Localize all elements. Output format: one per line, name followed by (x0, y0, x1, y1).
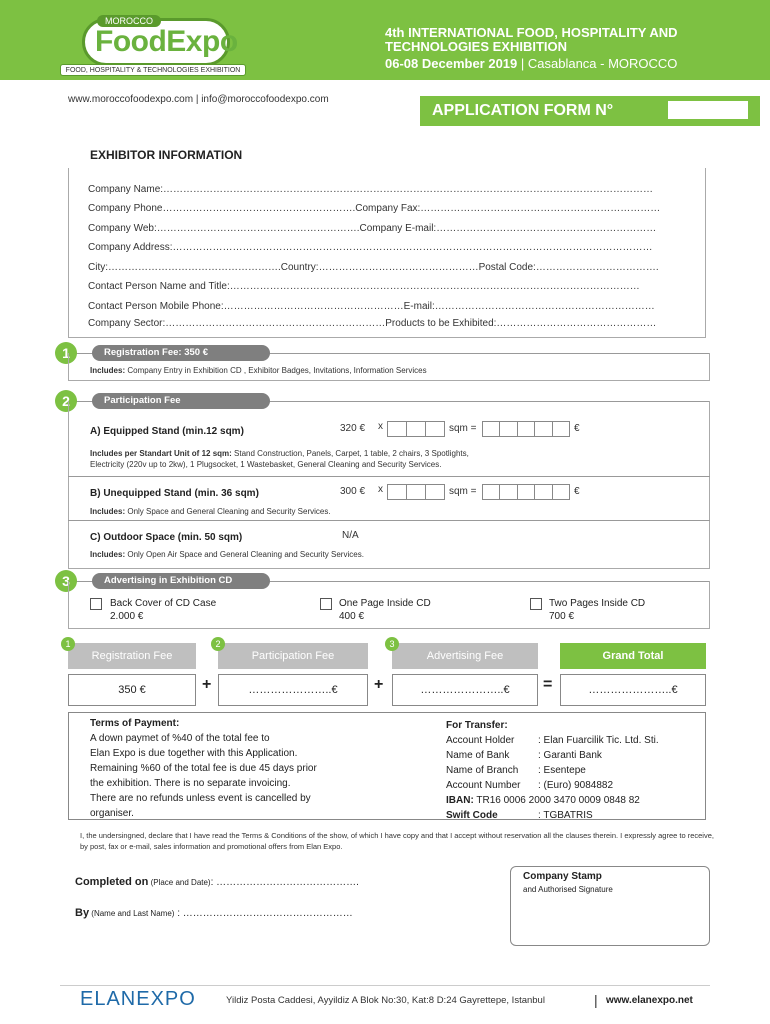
euro-sign: € (574, 486, 580, 497)
transfer-row (446, 763, 659, 778)
transfer-title: For Transfer: (446, 720, 508, 731)
advertising-pill: Advertising in Exhibition CD (92, 573, 270, 589)
foodexpo-logo (60, 18, 246, 76)
form-title-text: APPLICATION FORM N° (432, 102, 614, 119)
plus-sign-1: + (202, 676, 212, 693)
terms-line: organiser. (90, 808, 134, 819)
option-price: 400 € (339, 611, 365, 622)
outdoor-space-price: N/A (342, 530, 359, 541)
stamp-subtitle: and Authorised Signature (523, 885, 613, 894)
by-label: By (75, 907, 90, 919)
grand-total-value[interactable]: …………………..€ (560, 674, 706, 706)
event-title-line2: TECHNOLOGIES EXHIBITION (385, 39, 568, 54)
outdoor-space-label: C) Outdoor Space (min. 50 sqm) (90, 532, 243, 543)
transfer-key: Name of Bank (446, 750, 510, 761)
participation-fee-value[interactable]: …………………..€ (218, 674, 368, 706)
transfer-value: : Esentepe (538, 765, 586, 776)
divider-b (68, 520, 710, 521)
logo-subtitle: FOOD, HOSPITALITY & TECHNOLOGIES EXHIBITION (60, 64, 246, 76)
advertising-fee-header: Advertising Fee (392, 643, 538, 669)
participation-fee-header: Participation Fee (218, 643, 368, 669)
company-phone-fax-field[interactable]: Company Phone………………………………………………….Company Fax:……………………………………………………………… (88, 203, 661, 214)
registration-fee-pill: Registration Fee: 350 € (92, 345, 270, 361)
form-number-input[interactable] (668, 101, 748, 119)
footer-website[interactable]: www.elanexpo.net (606, 995, 693, 1006)
company-web-email-field[interactable]: Company Web:…………………………………………………….Company E-mail:………………………………………………………… (88, 223, 657, 234)
includes-label: Includes: (90, 366, 126, 375)
divider-a (68, 476, 710, 477)
terms-line: the exhibition. There is no separate invoicing. (90, 778, 291, 789)
company-address-field[interactable]: Company Address:……………………………………………………………………………………………………………………………… (88, 242, 653, 253)
website-contact: www.moroccofoodexpo.com | info@moroccofoodexpo.com (68, 94, 329, 105)
back-cover-checkbox[interactable] (90, 598, 102, 610)
plus-sign-2: + (374, 676, 384, 693)
sqm-equals: sqm = (449, 486, 477, 497)
registration-fee-value: 350 € (68, 674, 196, 706)
option-name: Two Pages Inside CD (549, 598, 646, 609)
option-name: One Page Inside CD (339, 598, 431, 609)
footer-separator: | (594, 992, 598, 1008)
equipped-sqm-input[interactable] (387, 421, 445, 437)
location: | Casablanca - MOROCCO (517, 56, 678, 71)
unequipped-stand-label: B) Unequipped Stand (min. 36 sqm) (90, 488, 259, 499)
contact-mobile-email-field[interactable]: Contact Person Mobile Phone:………………………………………………E-mail:………………………………………………………… (88, 301, 655, 312)
registration-fee-header: Registration Fee (68, 643, 196, 669)
one-page-checkbox[interactable] (320, 598, 332, 610)
option-price: 2.000 € (110, 611, 144, 622)
includes-text: Stand Construction, Panels, Carpet, 1 table, 2 chairs, 3 Spotlights, (231, 449, 469, 458)
application-form-title (420, 96, 760, 126)
event-title-line1: 4th INTERNATIONAL FOOD, HOSPITALITY AND (385, 25, 678, 40)
transfer-value: : (Euro) 9084882 (538, 780, 614, 791)
total-number-3: 3 (385, 637, 399, 651)
multiply-sign: x (378, 421, 383, 432)
includes-label: Includes: (90, 507, 126, 516)
total-number-1: 1 (61, 637, 75, 651)
logo-pill (82, 16, 238, 66)
by-dots: : …………………………………………… (174, 908, 353, 919)
city-country-postal-field[interactable]: City:…………………………………………….Country:…………………………………………Postal Code:………………………………. (88, 262, 659, 273)
completed-label: Completed on (75, 876, 149, 888)
swift-label: Swift Code (446, 810, 498, 821)
transfer-value: : Garanti Bank (538, 750, 602, 761)
euro-sign: € (574, 423, 580, 434)
company-name-field[interactable]: Company Name:………………………………………………………………………………………………………………………………… (88, 184, 654, 195)
participation-fee-pill: Participation Fee (92, 393, 270, 409)
iban-value: TR16 0006 2000 3470 0009 0848 82 (473, 795, 640, 806)
logo-morocco: MOROCCO (97, 15, 161, 27)
sector-products-field[interactable]: Company Sector:…………………………………………………………Products to be Exhibited:………………………………………… (88, 318, 657, 329)
back-cover-option (110, 597, 216, 623)
includes-text: Only Space and General Cleaning and Security Services. (125, 507, 331, 516)
unequipped-total-input[interactable] (482, 484, 570, 500)
multiply-sign: x (378, 484, 383, 495)
stamp-title: Company Stamp (523, 871, 602, 882)
transfer-value: : Elan Fuarcilik Tic. Ltd. Sti. (538, 735, 659, 746)
sqm-equals: sqm = (449, 423, 477, 434)
contact-name-field[interactable]: Contact Person Name and Title:…………………………………………………………………………………………………………… (88, 281, 640, 292)
by-hint: (Name and Last Name) (89, 909, 175, 918)
equipped-stand-label: A) Equipped Stand (min.12 sqm) (90, 426, 244, 437)
transfer-details (446, 718, 659, 823)
two-pages-option (549, 597, 645, 623)
footer-divider (60, 985, 710, 986)
equipped-stand-price: 320 € (340, 423, 366, 434)
unequipped-stand-price: 300 € (340, 486, 366, 497)
includes-text-2: Electricity (220v up to 2kw), 1 Plugsocket, 1 Wastebasket, General Cleaning and Security Services. (90, 460, 442, 469)
by-field[interactable] (75, 907, 353, 919)
exhibitor-title: EXHIBITOR INFORMATION (90, 148, 243, 162)
two-pages-checkbox[interactable] (530, 598, 542, 610)
includes-text: Only Open Air Space and General Cleaning and Security Services. (125, 550, 364, 559)
section2-number: 2 (55, 390, 77, 412)
section3-number: 3 (55, 570, 77, 592)
iban-row (446, 793, 659, 808)
transfer-key: Account Holder (446, 735, 515, 746)
section1-includes (90, 366, 427, 375)
one-page-option (339, 597, 431, 623)
option-price: 700 € (549, 611, 575, 622)
declaration-text: I, the undersingned, declare that I have read the Terms & Conditions of the show, of which I have copy and that I accept without reservation all the clauses therein. I expressly agree to receive, by post, fax or e-mail, sales information and promotional offers from Elan Expo. (80, 831, 714, 851)
company-stamp-box[interactable] (510, 866, 710, 946)
equipped-total-input[interactable] (482, 421, 570, 437)
equipped-includes (90, 448, 469, 470)
completed-hint: (Place and Date) (148, 878, 211, 887)
advertising-fee-value[interactable]: …………………..€ (392, 674, 538, 706)
terms-line: Elan Expo is due together with this Application. (90, 748, 298, 759)
terms-title: Terms of Payment: (90, 718, 180, 729)
transfer-row (446, 778, 659, 793)
completed-on-field[interactable] (75, 876, 359, 888)
elanexpo-logo: ELANEXPO (80, 988, 196, 1010)
terms-of-payment (90, 716, 380, 821)
swift-row (446, 808, 659, 823)
outdoor-includes (90, 550, 364, 559)
event-dates (385, 56, 677, 71)
terms-line: A down paymet of %40 of the total fee to (90, 733, 270, 744)
includes-text: Company Entry in Exhibition CD , Exhibitor Badges, Invitations, Information Services (125, 366, 427, 375)
includes-label: Includes per Standart Unit of 12 sqm: (90, 449, 232, 458)
terms-line: Remaining %60 of the total fee is due 45 days prior (90, 763, 317, 774)
swift-value: : TGBATRIS (538, 810, 593, 821)
unequipped-includes (90, 507, 331, 516)
iban-label: IBAN: (446, 795, 474, 806)
terms-line: There are no refunds unless event is cancelled by (90, 793, 311, 804)
transfer-key: Name of Branch (446, 765, 519, 776)
section1-number: 1 (55, 342, 77, 364)
equals-sign: = (543, 676, 553, 693)
unequipped-sqm-input[interactable] (387, 484, 445, 500)
dates: 06-08 December 2019 (385, 56, 518, 71)
transfer-key: Account Number (446, 780, 521, 791)
footer-address: Yildiz Posta Caddesi, Ayyildiz A Blok No:30, Kat:8 D:24 Gayrettepe, Istanbul (226, 995, 545, 1006)
transfer-row (446, 733, 659, 748)
grand-total-header: Grand Total (560, 643, 706, 669)
includes-label: Includes: (90, 550, 126, 559)
option-name: Back Cover of CD Case (110, 598, 217, 609)
logo-name: FoodExpo (95, 25, 238, 58)
total-number-2: 2 (211, 637, 225, 651)
transfer-row (446, 748, 659, 763)
completed-dots: : ……………………………………. (210, 877, 359, 888)
event-title (385, 26, 765, 54)
